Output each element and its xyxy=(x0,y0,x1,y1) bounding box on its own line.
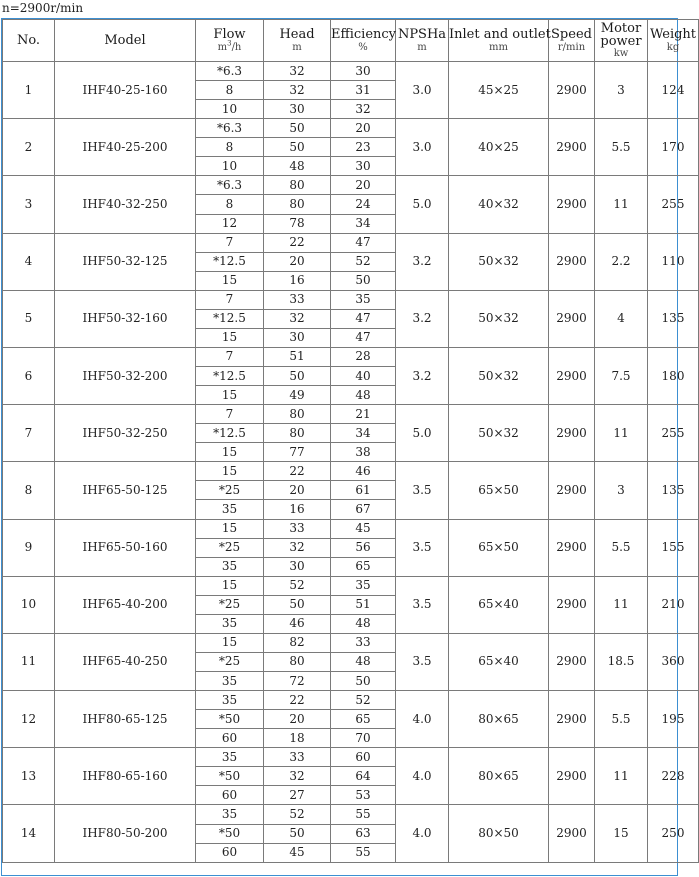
cell-efficiency: 20 xyxy=(331,119,396,138)
cell-no: 4 xyxy=(3,233,55,290)
cell-efficiency: 65 xyxy=(331,557,396,576)
cell-weight: 255 xyxy=(648,176,699,233)
header-weight-label: Weight xyxy=(649,27,697,42)
cell-motor-power: 11 xyxy=(595,748,648,805)
cell-model: IHF50-32-160 xyxy=(55,290,196,347)
speed-caption: n=2900r/min xyxy=(2,1,84,15)
table-row xyxy=(3,62,699,81)
header-inlet-unit: mm xyxy=(489,42,508,53)
cell-flow: 35 xyxy=(196,672,264,691)
cell-head: 51 xyxy=(264,347,331,366)
header-no xyxy=(3,20,55,62)
header-model xyxy=(55,20,196,62)
cell-efficiency: 63 xyxy=(331,824,396,843)
cell-weight: 124 xyxy=(648,62,699,119)
cell-efficiency: 53 xyxy=(331,786,396,805)
header-model-label: Model xyxy=(104,33,146,48)
cell-head: 30 xyxy=(264,557,331,576)
cell-head: 50 xyxy=(264,138,331,157)
cell-flow: 35 xyxy=(196,614,264,633)
cell-weight: 110 xyxy=(648,233,699,290)
cell-efficiency: 67 xyxy=(331,500,396,519)
cell-weight: 228 xyxy=(648,748,699,805)
cell-efficiency: 55 xyxy=(331,843,396,862)
cell-flow: 8 xyxy=(196,138,264,157)
cell-npsha: 5.0 xyxy=(396,405,449,462)
header-head-unit: m xyxy=(292,42,302,53)
cell-flow: 10 xyxy=(196,100,264,119)
header-head xyxy=(264,20,331,62)
table-row xyxy=(3,347,699,366)
cell-head: 50 xyxy=(264,595,331,614)
table-row xyxy=(3,576,699,595)
cell-head: 50 xyxy=(264,367,331,386)
cell-flow: *12.5 xyxy=(196,252,264,271)
cell-motor-power: 3 xyxy=(595,462,648,519)
header-efficiency-unit: % xyxy=(358,42,368,53)
cell-head: 32 xyxy=(264,309,331,328)
cell-efficiency: 64 xyxy=(331,767,396,786)
header-speed-label: Speed xyxy=(551,27,592,42)
cell-npsha: 4.0 xyxy=(396,748,449,805)
header-motor-label: Motor xyxy=(600,21,642,36)
cell-efficiency: 34 xyxy=(331,424,396,443)
cell-speed: 2900 xyxy=(549,576,595,633)
cell-weight: 180 xyxy=(648,347,699,404)
cell-motor-power: 5.5 xyxy=(595,119,648,176)
cell-npsha: 3.2 xyxy=(396,347,449,404)
cell-head: 46 xyxy=(264,614,331,633)
header-efficiency xyxy=(331,20,396,62)
cell-flow: 35 xyxy=(196,691,264,710)
cell-efficiency: 30 xyxy=(331,62,396,81)
cell-head: 80 xyxy=(264,195,331,214)
header-weight-unit: kg xyxy=(666,42,680,53)
header-weight xyxy=(648,20,699,62)
cell-head: 80 xyxy=(264,424,331,443)
cell-flow: *12.5 xyxy=(196,424,264,443)
header-npsha-unit: m xyxy=(417,42,427,53)
header-flow-unit xyxy=(196,39,263,54)
table-row xyxy=(3,748,699,767)
cell-flow: *6.3 xyxy=(196,176,264,195)
cell-efficiency: 70 xyxy=(331,729,396,748)
header-speed xyxy=(549,20,595,62)
cell-motor-power: 5.5 xyxy=(595,691,648,748)
cell-efficiency: 23 xyxy=(331,138,396,157)
cell-npsha: 4.0 xyxy=(396,691,449,748)
cell-model: IHF65-40-200 xyxy=(55,576,196,633)
cell-flow: *25 xyxy=(196,481,264,500)
cell-model: IHF65-50-160 xyxy=(55,519,196,576)
cell-efficiency: 52 xyxy=(331,252,396,271)
cell-speed: 2900 xyxy=(549,519,595,576)
cell-weight: 210 xyxy=(648,576,699,633)
cell-model: IHF50-32-250 xyxy=(55,405,196,462)
cell-npsha: 3.5 xyxy=(396,576,449,633)
cell-head: 22 xyxy=(264,233,331,252)
header-power-label: power xyxy=(600,34,642,49)
header-no-label: No. xyxy=(16,33,41,48)
cell-flow: 15 xyxy=(196,519,264,538)
cell-head: 72 xyxy=(264,672,331,691)
cell-flow: *25 xyxy=(196,595,264,614)
cell-head: 20 xyxy=(264,710,331,729)
cell-model: IHF40-25-160 xyxy=(55,62,196,119)
cell-motor-power: 5.5 xyxy=(595,519,648,576)
cell-weight: 360 xyxy=(648,633,699,690)
flow-unit-sup: 3 xyxy=(227,39,232,48)
cell-efficiency: 30 xyxy=(331,157,396,176)
cell-head: 45 xyxy=(264,843,331,862)
cell-model: IHF80-65-125 xyxy=(55,691,196,748)
cell-weight: 250 xyxy=(648,805,699,862)
cell-efficiency: 61 xyxy=(331,481,396,500)
table-row xyxy=(3,805,699,824)
cell-speed: 2900 xyxy=(549,633,595,690)
cell-efficiency: 33 xyxy=(331,633,396,652)
cell-npsha: 3.5 xyxy=(396,462,449,519)
header-inlet-label: Inlet and outlet xyxy=(449,27,551,42)
cell-inlet-outlet: 50×32 xyxy=(449,290,549,347)
cell-npsha: 3.0 xyxy=(396,62,449,119)
cell-efficiency: 24 xyxy=(331,195,396,214)
cell-head: 30 xyxy=(264,328,331,347)
cell-efficiency: 60 xyxy=(331,748,396,767)
cell-flow: 35 xyxy=(196,805,264,824)
table-row xyxy=(3,176,699,195)
cell-weight: 255 xyxy=(648,405,699,462)
cell-head: 80 xyxy=(264,176,331,195)
cell-head: 16 xyxy=(264,271,331,290)
cell-motor-power: 11 xyxy=(595,405,648,462)
cell-efficiency: 50 xyxy=(331,271,396,290)
cell-head: 52 xyxy=(264,576,331,595)
cell-head: 22 xyxy=(264,691,331,710)
cell-flow: 60 xyxy=(196,729,264,748)
cell-efficiency: 65 xyxy=(331,710,396,729)
cell-head: 80 xyxy=(264,405,331,424)
table-row xyxy=(3,290,699,309)
cell-model: IHF40-32-250 xyxy=(55,176,196,233)
cell-flow: *25 xyxy=(196,538,264,557)
cell-npsha: 3.0 xyxy=(396,119,449,176)
cell-speed: 2900 xyxy=(549,62,595,119)
cell-efficiency: 35 xyxy=(331,290,396,309)
cell-efficiency: 31 xyxy=(331,81,396,100)
cell-efficiency: 55 xyxy=(331,805,396,824)
cell-flow: 7 xyxy=(196,290,264,309)
cell-flow: *50 xyxy=(196,710,264,729)
table-body xyxy=(3,62,699,863)
cell-motor-power: 2.2 xyxy=(595,233,648,290)
cell-efficiency: 47 xyxy=(331,309,396,328)
cell-no: 11 xyxy=(3,633,55,690)
cell-no: 9 xyxy=(3,519,55,576)
cell-flow: 15 xyxy=(196,462,264,481)
table-row xyxy=(3,691,699,710)
cell-efficiency: 34 xyxy=(331,214,396,233)
cell-efficiency: 48 xyxy=(331,386,396,405)
cell-model: IHF50-32-200 xyxy=(55,347,196,404)
cell-model: IHF80-65-160 xyxy=(55,748,196,805)
cell-efficiency: 45 xyxy=(331,519,396,538)
cell-no: 6 xyxy=(3,347,55,404)
cell-head: 77 xyxy=(264,443,331,462)
cell-head: 18 xyxy=(264,729,331,748)
cell-head: 32 xyxy=(264,767,331,786)
cell-motor-power: 11 xyxy=(595,576,648,633)
cell-no: 1 xyxy=(3,62,55,119)
header-npsha-label: NPSHa xyxy=(397,27,447,42)
cell-head: 20 xyxy=(264,481,331,500)
cell-weight: 195 xyxy=(648,691,699,748)
cell-head: 49 xyxy=(264,386,331,405)
cell-flow: *12.5 xyxy=(196,309,264,328)
cell-model: IHF65-50-125 xyxy=(55,462,196,519)
cell-flow: 7 xyxy=(196,405,264,424)
cell-flow: *6.3 xyxy=(196,62,264,81)
cell-no: 14 xyxy=(3,805,55,862)
cell-npsha: 4.0 xyxy=(396,805,449,862)
cell-flow: *50 xyxy=(196,824,264,843)
cell-head: 32 xyxy=(264,538,331,557)
table-row xyxy=(3,233,699,252)
cell-inlet-outlet: 45×25 xyxy=(449,62,549,119)
cell-flow: *50 xyxy=(196,767,264,786)
cell-head: 33 xyxy=(264,748,331,767)
cell-no: 2 xyxy=(3,119,55,176)
cell-npsha: 3.5 xyxy=(396,633,449,690)
header-flow-label: Flow xyxy=(213,27,246,42)
cell-efficiency: 21 xyxy=(331,405,396,424)
cell-inlet-outlet: 65×50 xyxy=(449,462,549,519)
cell-inlet-outlet: 65×40 xyxy=(449,576,549,633)
cell-inlet-outlet: 40×32 xyxy=(449,176,549,233)
cell-efficiency: 51 xyxy=(331,595,396,614)
cell-efficiency: 47 xyxy=(331,328,396,347)
cell-motor-power: 3 xyxy=(595,62,648,119)
cell-weight: 155 xyxy=(648,519,699,576)
cell-inlet-outlet: 80×50 xyxy=(449,805,549,862)
cell-flow: 35 xyxy=(196,500,264,519)
cell-speed: 2900 xyxy=(549,176,595,233)
cell-speed: 2900 xyxy=(549,405,595,462)
cell-head: 32 xyxy=(264,81,331,100)
cell-no: 12 xyxy=(3,691,55,748)
cell-flow: 8 xyxy=(196,195,264,214)
cell-flow: 15 xyxy=(196,386,264,405)
cell-flow: 60 xyxy=(196,843,264,862)
cell-efficiency: 48 xyxy=(331,652,396,671)
cell-flow: 15 xyxy=(196,271,264,290)
table-row xyxy=(3,405,699,424)
cell-efficiency: 56 xyxy=(331,538,396,557)
cell-no: 7 xyxy=(3,405,55,462)
cell-flow: 7 xyxy=(196,233,264,252)
cell-no: 10 xyxy=(3,576,55,633)
cell-head: 52 xyxy=(264,805,331,824)
header-efficiency-label: Efficiency xyxy=(331,27,397,42)
cell-flow: *12.5 xyxy=(196,367,264,386)
cell-efficiency: 40 xyxy=(331,367,396,386)
cell-model: IHF80-50-200 xyxy=(55,805,196,862)
cell-inlet-outlet: 50×32 xyxy=(449,233,549,290)
cell-speed: 2900 xyxy=(549,290,595,347)
cell-weight: 135 xyxy=(648,290,699,347)
cell-efficiency: 28 xyxy=(331,347,396,366)
cell-no: 8 xyxy=(3,462,55,519)
header-inlet-outlet xyxy=(449,20,549,62)
cell-no: 5 xyxy=(3,290,55,347)
cell-head: 50 xyxy=(264,824,331,843)
cell-flow: *25 xyxy=(196,652,264,671)
cell-head: 78 xyxy=(264,214,331,233)
cell-flow: 12 xyxy=(196,214,264,233)
cell-inlet-outlet: 65×40 xyxy=(449,633,549,690)
cell-motor-power: 7.5 xyxy=(595,347,648,404)
cell-efficiency: 48 xyxy=(331,614,396,633)
header-motor-power xyxy=(595,20,648,62)
cell-inlet-outlet: 40×25 xyxy=(449,119,549,176)
cell-head: 16 xyxy=(264,500,331,519)
header-npsha xyxy=(396,20,449,62)
cell-inlet-outlet: 65×50 xyxy=(449,519,549,576)
cell-efficiency: 32 xyxy=(331,100,396,119)
cell-npsha: 3.2 xyxy=(396,290,449,347)
cell-npsha: 3.2 xyxy=(396,233,449,290)
cell-speed: 2900 xyxy=(549,233,595,290)
cell-speed: 2900 xyxy=(549,748,595,805)
header-head-label: Head xyxy=(279,27,315,42)
cell-flow: *6.3 xyxy=(196,119,264,138)
cell-motor-power: 4 xyxy=(595,290,648,347)
header-motor-unit: kw xyxy=(613,48,629,59)
cell-inlet-outlet: 50×32 xyxy=(449,405,549,462)
cell-head: 32 xyxy=(264,62,331,81)
cell-model: IHF50-32-125 xyxy=(55,233,196,290)
cell-flow: 7 xyxy=(196,347,264,366)
cell-efficiency: 47 xyxy=(331,233,396,252)
flow-unit-base: m xyxy=(217,42,228,53)
cell-head: 48 xyxy=(264,157,331,176)
pump-spec-table-container xyxy=(1,18,697,876)
cell-motor-power: 11 xyxy=(595,176,648,233)
cell-inlet-outlet: 80×65 xyxy=(449,748,549,805)
cell-weight: 170 xyxy=(648,119,699,176)
cell-speed: 2900 xyxy=(549,347,595,404)
cell-weight: 135 xyxy=(648,462,699,519)
cell-efficiency: 20 xyxy=(331,176,396,195)
cell-inlet-outlet: 80×65 xyxy=(449,691,549,748)
cell-flow: 15 xyxy=(196,328,264,347)
table-row xyxy=(3,462,699,481)
cell-efficiency: 52 xyxy=(331,691,396,710)
header-flow xyxy=(196,20,264,62)
table-row xyxy=(3,519,699,538)
cell-efficiency: 46 xyxy=(331,462,396,481)
cell-flow: 60 xyxy=(196,786,264,805)
cell-motor-power: 15 xyxy=(595,805,648,862)
cell-speed: 2900 xyxy=(549,462,595,519)
cell-npsha: 3.5 xyxy=(396,519,449,576)
cell-motor-power: 18.5 xyxy=(595,633,648,690)
cell-speed: 2900 xyxy=(549,119,595,176)
cell-head: 50 xyxy=(264,119,331,138)
cell-no: 13 xyxy=(3,748,55,805)
cell-npsha: 5.0 xyxy=(396,176,449,233)
cell-flow: 8 xyxy=(196,81,264,100)
pump-spec-table xyxy=(2,19,699,863)
cell-no: 3 xyxy=(3,176,55,233)
cell-head: 22 xyxy=(264,462,331,481)
cell-efficiency: 38 xyxy=(331,443,396,462)
cell-head: 30 xyxy=(264,100,331,119)
cell-head: 33 xyxy=(264,290,331,309)
cell-model: IHF40-25-200 xyxy=(55,119,196,176)
cell-inlet-outlet: 50×32 xyxy=(449,347,549,404)
table-row xyxy=(3,633,699,652)
header-speed-unit: r/min xyxy=(557,42,586,53)
cell-head: 20 xyxy=(264,252,331,271)
flow-unit-tail: /h xyxy=(231,42,242,53)
cell-head: 27 xyxy=(264,786,331,805)
cell-flow: 15 xyxy=(196,443,264,462)
cell-flow: 15 xyxy=(196,633,264,652)
cell-head: 33 xyxy=(264,519,331,538)
cell-flow: 15 xyxy=(196,576,264,595)
header-row xyxy=(3,20,699,62)
cell-flow: 35 xyxy=(196,748,264,767)
cell-efficiency: 50 xyxy=(331,672,396,691)
cell-speed: 2900 xyxy=(549,805,595,862)
cell-flow: 35 xyxy=(196,557,264,576)
cell-speed: 2900 xyxy=(549,691,595,748)
table-row xyxy=(3,119,699,138)
cell-efficiency: 35 xyxy=(331,576,396,595)
cell-head: 80 xyxy=(264,652,331,671)
cell-head: 82 xyxy=(264,633,331,652)
cell-model: IHF65-40-250 xyxy=(55,633,196,690)
cell-flow: 10 xyxy=(196,157,264,176)
